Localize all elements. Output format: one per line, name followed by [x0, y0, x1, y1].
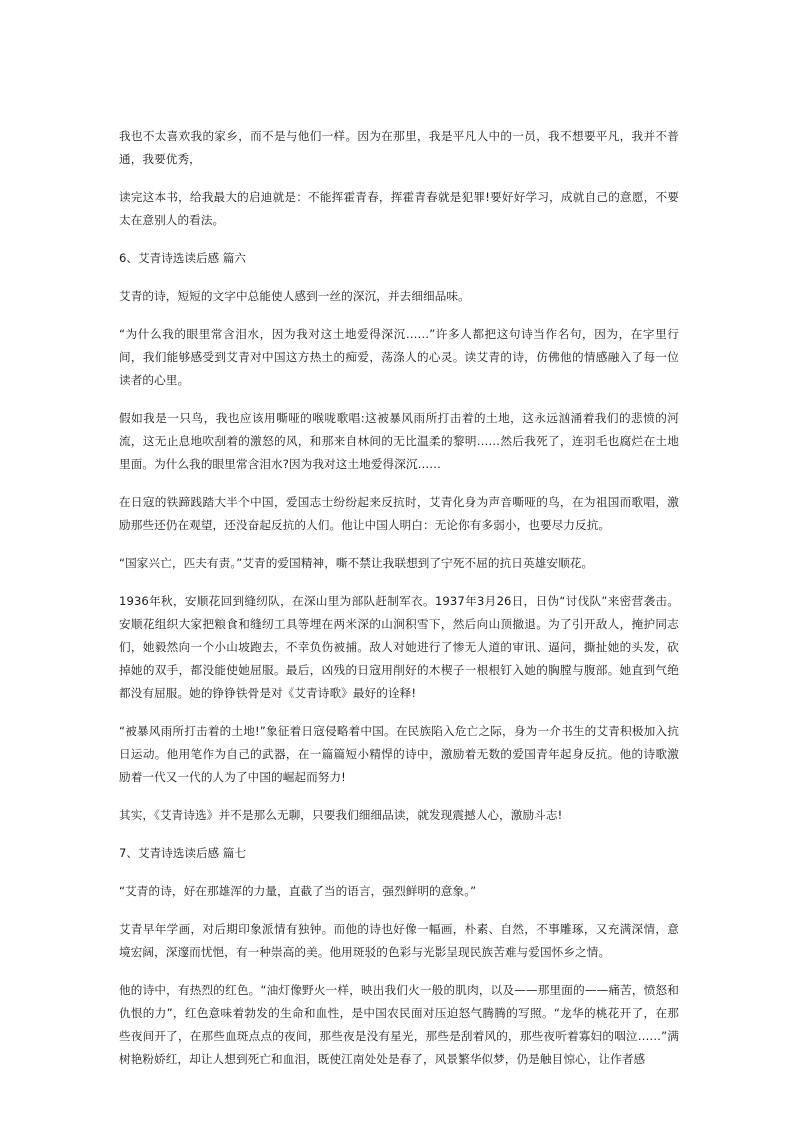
paragraph: 其实，《艾青诗选》并不是那么无聊，只要我们细细品读，就发现震撼人心，激励斗志!: [119, 808, 563, 822]
paragraph: “国家兴亡，匹夫有责。”艾青的爱国精神，嘶不禁让我联想到了宁死不屈的抗日英雄安顺花。: [119, 556, 594, 570]
paragraph: 假如我是一只鸟，我也应该用嘶哑的喉咙歌唱:这被暴风雨所打击着的土地，这永远汹涌着我们的悲愤的河流，这无止息地吹刮着的激怒的风，和那来自林间的无比温柔的黎明……然后我死了，连羽毛也腐烂在土地里面。为什么我的眼里常含泪水?因为我对这土地爱得深沉……: [119, 411, 679, 471]
paragraph: “为什么我的眼里常含泪水，因为我对这土地爱得深沉……”许多人都把这句诗当作名句，因为，在字里行间，我们能够感受到艾青对中国这方热土的痴爱，荡涤人的心灵。读艾青的诗，仿佛他的情感融入了每一位读者的心里。: [119, 327, 679, 387]
paragraph: “艾青的诗，好在那雄浑的力量，直截了当的语言，强烈鲜明的意象。”: [119, 884, 477, 898]
section-heading: 6、艾青诗选读后感 篇六: [119, 251, 246, 265]
paragraph: 1936年秋，安顺花回到缝纫队，在深山里为部队赶制军衣。1937年3月26日，日伪“讨伐队”来密营袭击。安顺花组织大家把粮食和缝纫工具等埋在两米深的山涧积雪下，然后向山顶撤退。为了引开敌人，掩护同志们，她毅然向一个小山坡跑去，不幸负伤被捕。敌人对她进行了惨无人道的审讯、逼问，撕扯她的头发，砍掉她的双手，都没能使她屈服。最后，凶残的日寇用削好的木楔子一根根钉入她的胸膛与腹部。她直到气绝都没有屈服。她的铮铮铁骨是对《艾青诗歌》最好的诠释!: [119, 594, 679, 700]
section-heading: 7、艾青诗选读后感 篇七: [119, 846, 246, 860]
paragraph: 我也不太喜欢我的家乡，而不是与他们一样。因为在那里，我是平凡人中的一员，我不想要平凡，我并不普通，我要优秀，: [119, 129, 679, 166]
paragraph: 他的诗中，有热烈的红色。“油灯像野火一样，映出我们火一般的肌肉，以及——那里面的——痛苦，愤怒和仇恨的力”，红色意味着勃发的生命和血性，是中国农民面对压迫怒气腾腾的写照。“龙华的桃花开了，在那些夜间开了，在那些血斑点点的夜间，那些夜是没有星光，那些是刮着风的，那些夜听着寡妇的咽泣……”满树艳粉娇红，却让人想到死亡和血泪，既使江南处处是春了，风景繁华似梦，仍是触目惊心，让作者感: [119, 983, 679, 1066]
paragraph: “被暴风雨所打击着的土地!”象征着日寇侵略着中国。在民族陷入危亡之际，身为一介书生的艾青积极加入抗日运动。他用笔作为自己的武器，在一篇篇短小精悍的诗中，激励着无数的爱国青年起身反抗。他的诗歌激励着一代又一代的人为了中国的崛起而努力!: [119, 724, 679, 784]
paragraph: 艾青早年学画，对后期印象派情有独钟。而他的诗也好像一幅画，朴素、自然，不事雕琢，又充满深情，意境宏阔，深邃而忧悒，有一种崇高的美。他用斑驳的色彩与光影呈现民族苦难与爱国怀乡之情。: [119, 922, 679, 959]
paragraph: 在日寇的铁蹄践踏大半个中国，爱国志士纷纷起来反抗时，艾青化身为声音嘶哑的鸟，在为祖国而歌唱，激励那些还仍在观望，还没奋起反抗的人们。他让中国人明白：无论你有多弱小，也要尽力反抗。: [119, 495, 679, 532]
paragraph: 艾青的诗，短短的文字中总能使人感到一丝的深沉，并去细细品味。: [119, 289, 470, 303]
document-body: [119, 125, 679, 1071]
paragraph: 读完这本书，给我最大的启迪就是：不能挥霍青春，挥霍青春就是犯罪!要好好学习，成就自己的意愿，不要太在意别人的看法。: [119, 190, 679, 227]
